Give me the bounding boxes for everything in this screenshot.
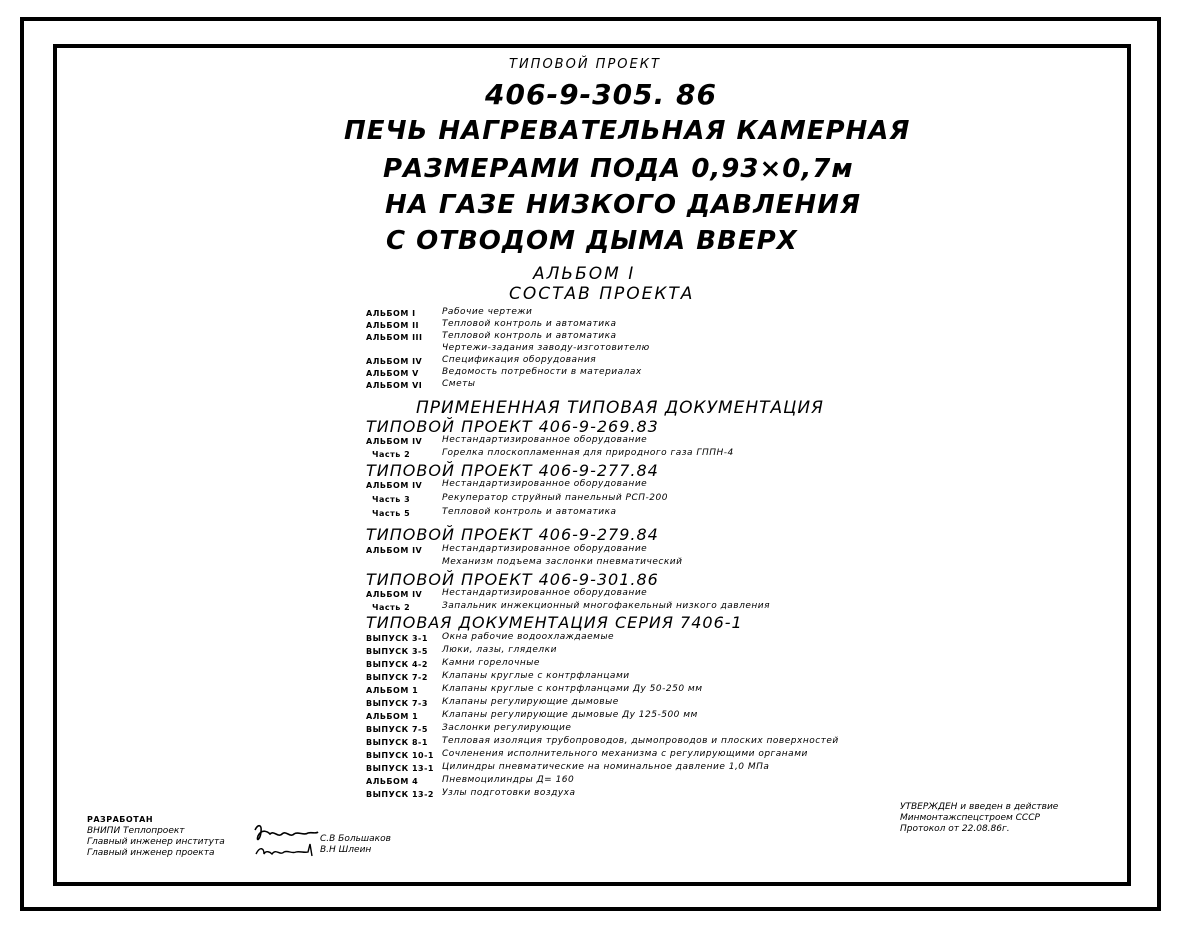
project-row-code: АЛЬБОМ IV — [366, 437, 423, 446]
composition-code: АЛЬБОМ I — [366, 309, 416, 318]
title-line-1: ПЕЧЬ НАГРЕВАТЕЛЬНАЯ КАМЕРНАЯ — [344, 116, 911, 146]
series-code: АЛЬБОМ 4 — [366, 777, 419, 786]
series-text: Люки, лазы, гляделки — [442, 645, 557, 655]
series-code: ВЫПУСК 13-2 — [366, 790, 434, 799]
title-line-2: РАЗМЕРАМИ ПОДА 0,93×0,7м — [383, 154, 854, 184]
project-row-text: Рекуператор струйный панельный РСП-200 — [442, 493, 668, 503]
series-text: Узлы подготовки воздуха — [442, 788, 576, 798]
title-line-3: НА ГАЗЕ НИЗКОГО ДАВЛЕНИЯ — [385, 190, 861, 220]
approved-line: УТВЕРЖДЕН и введен в действие — [900, 802, 1059, 812]
project-row-code: АЛЬБОМ IV — [366, 590, 423, 599]
series-code: ВЫПУСК 8-1 — [366, 738, 428, 747]
project-row-text: Нестандартизированное оборудование — [442, 588, 648, 598]
signer-name: С.В Большаков — [320, 834, 391, 844]
series-text: Клапаны круглые с контрфланцами Ду 50-250 мм — [442, 684, 703, 694]
project-kind: ТИПОВОЙ ПРОЕКТ — [509, 57, 661, 72]
composition-text: Тепловой контроль и автоматика — [442, 331, 617, 341]
project-row-code: Часть 2 — [372, 450, 411, 459]
series-code: АЛЬБОМ 1 — [366, 686, 419, 695]
composition-text: Ведомость потребности в материалах — [442, 367, 642, 377]
project-row-code: Часть 3 — [372, 495, 411, 504]
series-code: ВЫПУСК 3-1 — [366, 634, 428, 643]
developed-label: РАЗРАБОТАН — [87, 815, 154, 824]
developed-line: Главный инженер института — [87, 837, 225, 847]
series-text: Клапаны регулирующие дымовые Ду 125-500 мм — [442, 710, 698, 720]
series-code: ВЫПУСК 4-2 — [366, 660, 428, 669]
series-code: ВЫПУСК 10-1 — [366, 751, 434, 760]
project-title: ТИПОВОЙ ПРОЕКТ 406-9-277.84 — [366, 461, 659, 480]
composition-text: Сметы — [442, 379, 476, 389]
series-text: Клапаны регулирующие дымовые — [442, 697, 619, 707]
project-row-text: Нестандартизированное оборудование — [442, 544, 648, 554]
signature-1 — [252, 822, 322, 862]
project-row-code: Часть 2 — [372, 603, 411, 612]
composition-code: АЛЬБОМ V — [366, 369, 419, 378]
series-text: Сочленения исполнительного механизма с регулирующими органами — [442, 749, 808, 759]
project-title: ТИПОВОЙ ПРОЕКТ 406-9-279.84 — [366, 525, 659, 544]
composition-code: АЛЬБОМ II — [366, 321, 420, 330]
series-text: Тепловая изоляция трубопроводов, дымопроводов и плоских поверхностей — [442, 736, 839, 746]
project-row-code: Часть 5 — [372, 509, 411, 518]
series-title: ТИПОВАЯ ДОКУМЕНТАЦИЯ СЕРИЯ 7406-1 — [366, 613, 743, 632]
approved-line: Минмонтажспецстроем СССР — [900, 813, 1040, 823]
project-title: ТИПОВОЙ ПРОЕКТ 406-9-301.86 — [366, 570, 659, 589]
series-text: Заслонки регулирующие — [442, 723, 572, 733]
series-code: АЛЬБОМ 1 — [366, 712, 419, 721]
signer-name: В.Н Шлеин — [320, 845, 372, 855]
composition-code: АЛЬБОМ IV — [366, 357, 423, 366]
project-row-text: Нестандартизированное оборудование — [442, 479, 648, 489]
composition-text: Рабочие чертежи — [442, 307, 533, 317]
series-code: ВЫПУСК 7-3 — [366, 699, 428, 708]
series-text: Клапаны круглые с контрфланцами — [442, 671, 630, 681]
album-label: АЛЬБОМ I — [533, 264, 636, 284]
series-code: ВЫПУСК 3-5 — [366, 647, 428, 656]
project-title: ТИПОВОЙ ПРОЕКТ 406-9-269.83 — [366, 417, 659, 436]
composition-text: Спецификация оборудования — [442, 355, 597, 365]
applied-docs-title: ПРИМЕНЕННАЯ ТИПОВАЯ ДОКУМЕНТАЦИЯ — [416, 398, 824, 418]
developed-line: Главный инженер проекта — [87, 848, 215, 858]
composition-title: СОСТАВ ПРОЕКТА — [509, 284, 695, 304]
series-code: ВЫПУСК 7-2 — [366, 673, 428, 682]
series-text: Окна рабочие водоохлаждаемые — [442, 632, 615, 642]
project-row-text: Механизм подъема заслонки пневматический — [442, 557, 683, 567]
project-row-text: Запальник инжекционный многофакельный низкого давления — [442, 601, 771, 611]
project-row-text: Нестандартизированное оборудование — [442, 435, 648, 445]
composition-code: АЛЬБОМ III — [366, 333, 423, 342]
series-code: ВЫПУСК 7-5 — [366, 725, 428, 734]
composition-code: АЛЬБОМ VI — [366, 381, 423, 390]
composition-text: Чертежи-задания заводу-изготовителю — [442, 343, 650, 353]
series-text: Пневмоцилиндры Д= 160 — [442, 775, 575, 785]
composition-text: Тепловой контроль и автоматика — [442, 319, 617, 329]
project-row-text: Горелка плоскопламенная для природного газа ГППН-4 — [442, 448, 734, 458]
project-row-code: АЛЬБОМ IV — [366, 481, 423, 490]
project-row-code: АЛЬБОМ IV — [366, 546, 423, 555]
developed-line: ВНИПИ Теплопроект — [87, 826, 185, 836]
title-line-4: С ОТВОДОМ ДЫМА ВВЕРХ — [386, 226, 798, 256]
project-row-text: Тепловой контроль и автоматика — [442, 507, 617, 517]
series-code: ВЫПУСК 13-1 — [366, 764, 434, 773]
project-number: 406-9-305. 86 — [485, 78, 717, 111]
series-text: Цилиндры пневматические на номинальное давление 1,0 МПа — [442, 762, 770, 772]
approved-line: Протокол от 22.08.86г. — [900, 824, 1010, 834]
series-text: Камни горелочные — [442, 658, 540, 668]
